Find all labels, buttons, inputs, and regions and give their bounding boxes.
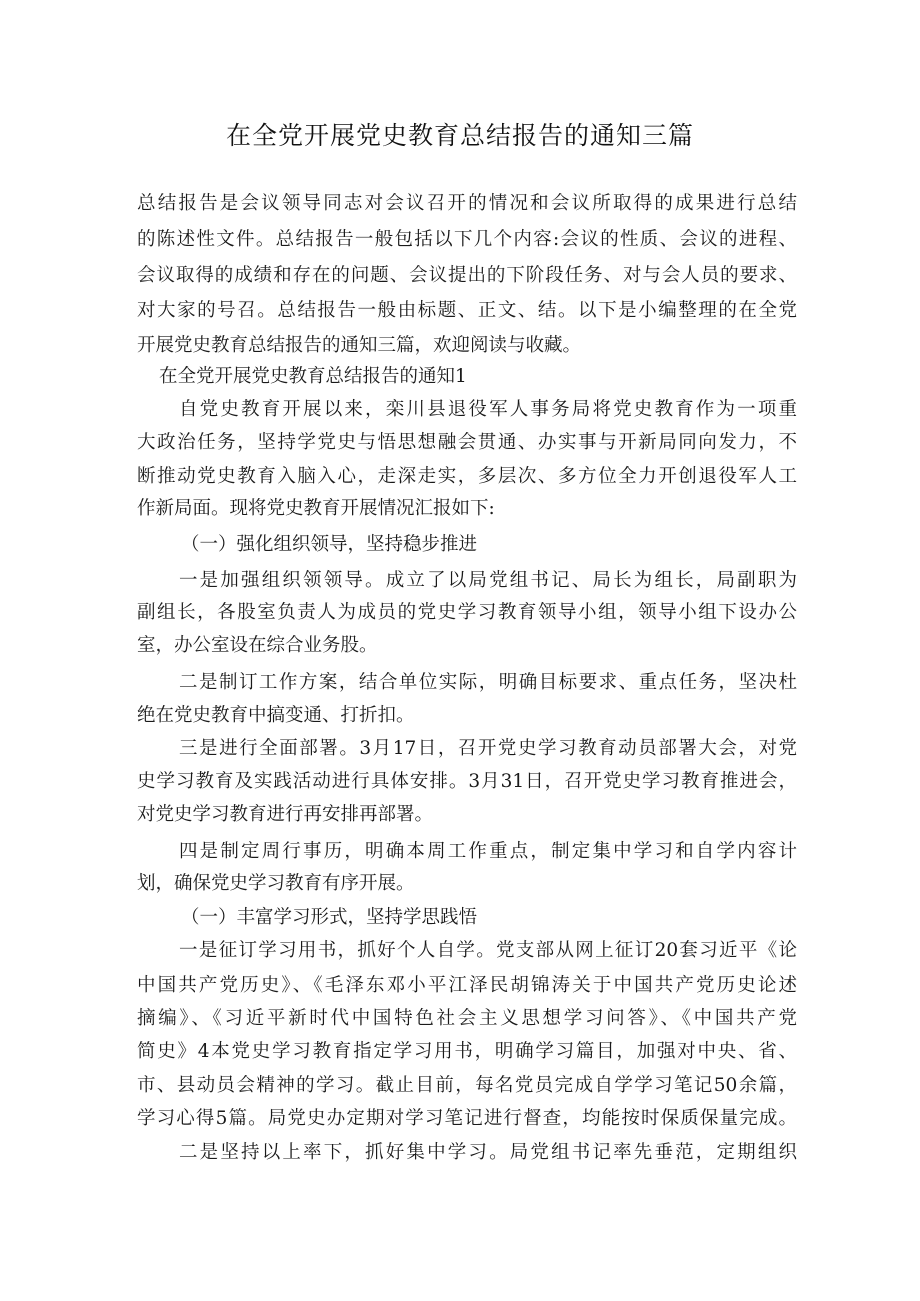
paragraph-line: 一是加强组织领领导。成立了以局党组书记、局长为组长，局副职为 bbox=[179, 570, 797, 591]
paragraph-line: 二是制订工作方案，结合单位实际，明确目标要求、重点任务，坚决杜 bbox=[179, 672, 797, 693]
paragraph-line: 四是制定周行事历，明确本周工作重点，制定集中学习和自学内容计 bbox=[179, 841, 797, 862]
paragraph-line: 的陈述性文件。总结报告一般包括以下几个内容:会议的性质、会议的进程、 bbox=[137, 229, 797, 250]
paragraph-line: 大政治任务，坚持学党史与悟思想融会贯通、办实事与开新局同向发力，不 bbox=[137, 432, 797, 453]
paragraph-line: 总结报告是会议领导同志对会议召开的情况和会议所取得的成果进行总结 bbox=[137, 193, 797, 214]
paragraph-line: 中国共产党历史》、《毛泽东邓小平江泽民胡锦涛关于中国共产党历史论述 bbox=[137, 975, 797, 996]
paragraph-line: 对大家的号召。总结报告一般由标题、正文、结。以下是小编整理的在全党 bbox=[137, 300, 797, 321]
paragraph-line: 简史》4本党史学习教育指定学习用书，明确学习篇目，加强对中央、省、 bbox=[137, 1041, 797, 1062]
paragraph-line: 副组长，各股室负责人为成员的党史学习教育领导小组，领导小组下设办公 bbox=[137, 602, 797, 623]
paragraph-line: 室，办公室设在综合业务股。 bbox=[137, 635, 378, 656]
paragraph-line: 自党史教育开展以来，栾川县退役军人事务局将党史教育作为一项重 bbox=[179, 399, 797, 420]
paragraph-line: 二是坚持以上率下，抓好集中学习。局党组书记率先垂范，定期组织 bbox=[179, 1142, 797, 1163]
paragraph-line: 市、县动员会精神的学习。截止目前，每名党员完成自学学习笔记50余篇， bbox=[137, 1075, 797, 1096]
paragraph-line: 划，确保党史学习教育有序开展。 bbox=[137, 873, 415, 894]
paragraph-line: 会议取得的成绩和存在的问题、会议提出的下阶段任务、对与会人员的要求、 bbox=[137, 265, 797, 286]
paragraph-line: 一是征订学习用书，抓好个人自学。党支部从网上征订20套习近平《论 bbox=[179, 940, 797, 961]
subsection-heading: （一）强化组织领导，坚持稳步推进 bbox=[181, 534, 478, 555]
paragraph-line: 作新局面。现将党史教育开展情况汇报如下: bbox=[137, 498, 495, 519]
paragraph-line: 三是进行全面部署。3月17日，召开党史学习教育动员部署大会，对党 bbox=[179, 738, 797, 759]
subsection-heading: （一）丰富学习形式，坚持学思践悟 bbox=[181, 907, 478, 928]
paragraph-line: 对党史学习教育进行再安排再部署。 bbox=[137, 804, 434, 825]
paragraph-line: 摘编》、《习近平新时代中国特色社会主义思想学习问答》、《中国共产党 bbox=[137, 1008, 797, 1029]
paragraph-line: 断推动党史教育入脑入心，走深走实，多层次、多方位全力开创退役军人工 bbox=[137, 466, 797, 487]
paragraph-line: 学习心得5篇。局党史办定期对学习笔记进行督查，均能按时保质保量完成。 bbox=[137, 1108, 797, 1129]
paragraph-line: 史学习教育及实践活动进行具体安排。3月31日，召开党史学习教育推进会， bbox=[137, 771, 797, 792]
document-title: 在全党开展党史教育总结报告的通知三篇 bbox=[225, 121, 694, 150]
section-heading: 在全党开展党史教育总结报告的通知1 bbox=[159, 366, 467, 387]
paragraph-line: 开展党史教育总结报告的通知三篇，欢迎阅读与收藏。 bbox=[137, 335, 582, 356]
paragraph-line: 绝在党史教育中搞变通、打折扣。 bbox=[137, 705, 415, 726]
